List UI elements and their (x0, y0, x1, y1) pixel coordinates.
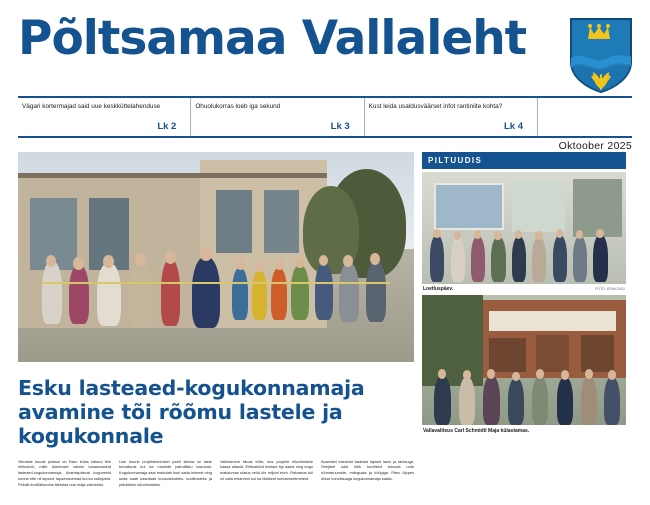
indoor-gathering-photo (422, 172, 626, 284)
teaser-spacer (538, 98, 632, 136)
teaser-bar (18, 96, 632, 152)
teaser-text: Kust leida usaldusväärset infot rantiniite kohta? (368, 103, 503, 110)
page-title: Põltsamaa Vallaleht (18, 11, 527, 66)
lead-headline: Esku lasteaed-kogukonnamaja avamine tõi rõõmu lastele ja kogukonnale (18, 376, 365, 449)
photo-caption: Loetluspäev. (423, 286, 454, 292)
teaser-item-2[interactable] (191, 98, 364, 136)
article-column (220, 459, 313, 491)
article-column (119, 459, 212, 491)
teaser-text: Ohuolukorras loeb iga sekund (195, 103, 281, 110)
teaser-page-ref: Lk 4 (503, 121, 523, 132)
article-paragraph: Viimaste kuude jooksul on Esku külas käinud tihe ehitustöö, mille tulemusel valmis kauaoodatud lasteaed-kogukonnamaja. Avamispäeval kogunesid hoone ette nii lapsed, lapsevanemad kui ka vallajuhid. Pidulik lindilõikamine tähistas uue maja valmimist. (18, 458, 111, 487)
main-column (18, 152, 414, 491)
sidebar-caption-row (422, 284, 626, 292)
teaser-item-3[interactable] (365, 98, 538, 136)
article-paragraph: Avamisel esinesid lasteaia lapsed laulu ja tantsuga. Seejärel said kõik huvilised tutvuda uute rühmaruumide, mänguala ja köögiga. Päev lõppes ühise kohvilauaga kogukonnamaja saalis. (321, 458, 414, 482)
page-body (0, 138, 650, 491)
teaser-text: Vägari kortermajad said uue keskküttelahenduse (22, 103, 161, 110)
ribbon-cutting-ceremony-photo (18, 152, 414, 362)
sidebar (422, 152, 626, 491)
article-column (321, 459, 414, 491)
sidebar-section-title: PILTUUDIS (422, 152, 626, 169)
article-column (18, 459, 111, 491)
carl-schmidti-maja-photo (422, 295, 626, 425)
coat-of-arms-icon (568, 16, 634, 92)
masthead (0, 0, 650, 92)
article-paragraph: Vallavanem tänas kõiki, kes projekti elluviimisele kaasa aitasid. Ehitustööd kestsid ligi aasta ning kogu maksumus ulatus veidi üle miljoni euro. Rahastus tuli nii valla eelarvest kui ka riiklikest toetusmeetmetest. (220, 458, 313, 482)
lead-article-body (18, 459, 414, 491)
teaser-page-ref: Lk 2 (157, 121, 177, 132)
teaser-page-ref: Lk 3 (330, 121, 350, 132)
teaser-item-1[interactable] (18, 98, 191, 136)
photo-caption: Vallavalitsus Carl Schmidti Maja külastamas. (423, 428, 530, 434)
issue-date: Oktoober 2025 (558, 140, 632, 152)
article-paragraph: Uue hoone projekteerimisel peeti silmas nii laste turvalisust kui ka ruumide paindlikku kasutust. Kogukonnamaja saal mahutab kuni sada inimest ning seda saab kasutada koosolekuteks, koolitusteks ja pidulikeks sündmusteks. (119, 458, 212, 487)
photo-credit: FOTO: ERAKOGU (595, 287, 625, 291)
